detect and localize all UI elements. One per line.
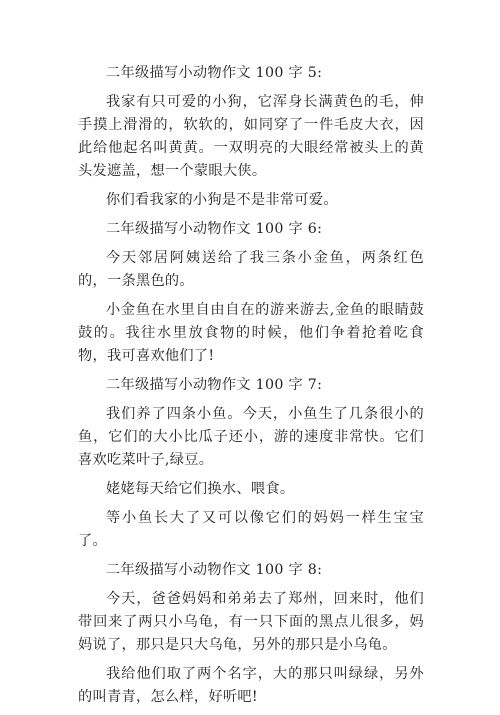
paragraph: 我家有只可爱的小狗，它浑身长满黄色的毛，伸手摸上滑滑的，软软的，如同穿了一件毛皮大衣，因此给他起名叫黄黄。一双明亮的大眼经常被头上的黄头发遮盖，想一个蒙眼大侠。 xyxy=(78,94,424,179)
paragraph: 我给他们取了两个名字，大的那只叫绿绿，另外的叫青青，怎么样，好听吧! xyxy=(78,666,424,705)
paragraph: 我们养了四条小鱼。今天，小鱼生了几条很小的鱼，它们的大小比瓜子还小，游的速度非常快。它们喜欢吃菜叶子,绿豆。 xyxy=(78,406,424,468)
paragraph: 你们看我家的小狗是不是非常可爱。 xyxy=(106,192,338,208)
paragraph: 等小鱼长大了又可以像它们的妈妈一样生宝宝了。 xyxy=(78,510,424,549)
paragraph: 今天，爸爸妈妈和弟弟去了郑州，回来时，他们带回来了两只小乌龟，有一只下面的黑点儿很多，妈妈说了，那只是只大乌龟，另外的那只是小乌龟。 xyxy=(78,591,424,653)
paragraph: 小金鱼在水里自由自在的游来游去,金鱼的眼睛鼓鼓的。我往水里放食物的时候，他们争着抢着吃食物，我可喜欢他们了! xyxy=(78,302,424,364)
essay-heading-8: 二年级描写小动物作文 100 字 8: xyxy=(106,562,323,578)
essay-heading-5: 二年级描写小动物作文 100 字 5: xyxy=(106,65,323,81)
paragraph: 姥姥每天给它们换水、喂食。 xyxy=(106,481,295,497)
paragraph: 今天邻居阿姨送给了我三条小金鱼，两条红色的，一条黑色的。 xyxy=(78,250,424,289)
document-body xyxy=(78,62,424,715)
essay-heading-6: 二年级描写小动物作文 100 字 6: xyxy=(106,221,323,237)
essay-heading-7: 二年级描写小动物作文 100 字 7: xyxy=(106,377,323,393)
